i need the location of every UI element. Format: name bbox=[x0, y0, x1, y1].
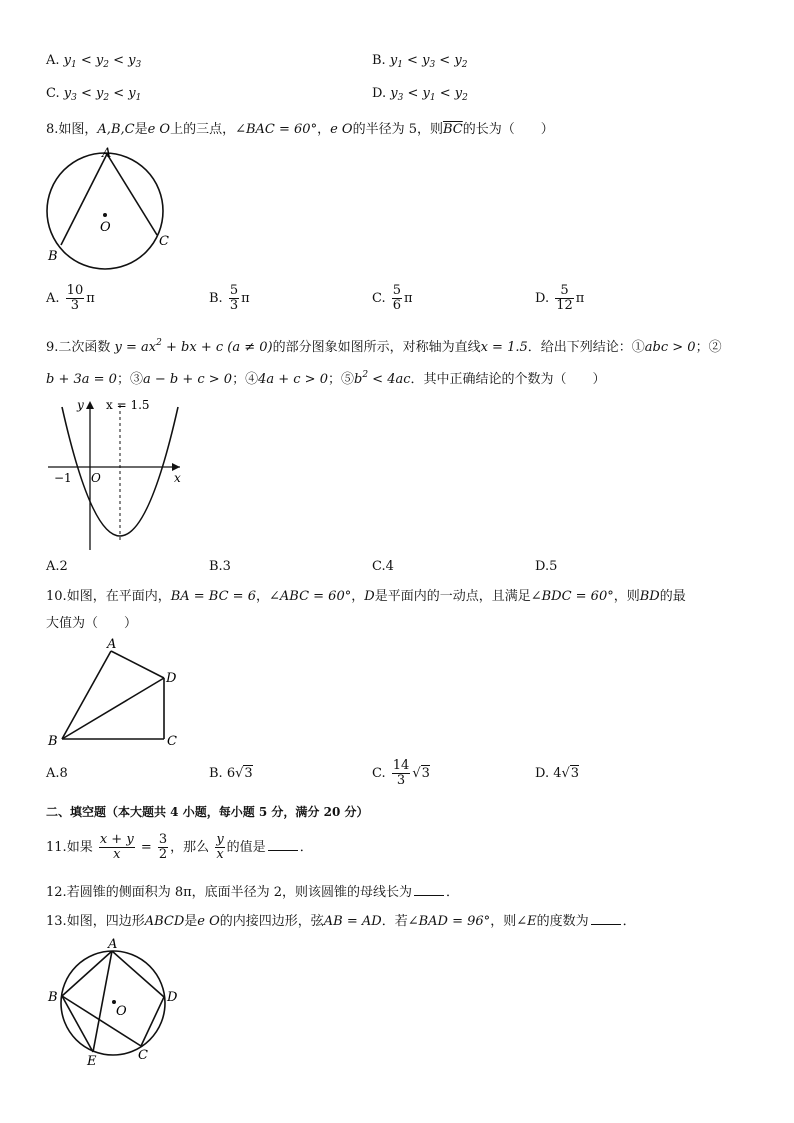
q9-stem-line1: 9.二次函数 $y = ax^2$ + bx + c (a ≠ 0)的部分图象如图所示，对称轴为直线x = 1.5．给出下列结论：①abc > 0；② bbox=[46, 338, 722, 355]
svg-text:O: O bbox=[91, 471, 101, 485]
q9-stem-line2: b + 3a = 0；③a − b + c > 0；④4a + c > 0；$⑤b^2 < 4ac$．其中正确结论的个数为（ ） bbox=[46, 370, 606, 387]
q8-option-c: C. $\frac{5}{6}$ π bbox=[372, 283, 413, 313]
q12-stem: 12.若圆锥的侧面积为 8π，底面半径为 2，则该圆锥的母线长为 ． bbox=[46, 885, 460, 900]
svg-text:y: y bbox=[77, 398, 84, 412]
svg-text:x = 1.5: x = 1.5 bbox=[106, 398, 150, 412]
q8-option-d: D. $\frac{5}{12}$ π bbox=[535, 283, 585, 313]
q10-triangle-figure bbox=[40, 635, 200, 750]
q8-option-a: A. $\frac{10}{3}$ π bbox=[46, 283, 95, 313]
q11-stem: 11.如果 $\frac{x + y}{x}$ = $\frac{3}{2}$ ，那么 $\frac{y}{x}$ 的值是 ． bbox=[46, 832, 313, 862]
q11-answer-blank[interactable] bbox=[268, 840, 298, 851]
svg-text:C: C bbox=[159, 234, 169, 249]
q10-option-c: C. $\frac{14}{3}$ √3 bbox=[372, 758, 430, 788]
svg-text:A: A bbox=[102, 146, 112, 161]
q7-option-b: B. $y_1 < y_3 < y_2$ bbox=[372, 53, 468, 70]
q8-circle-figure bbox=[40, 145, 190, 275]
svg-text:C: C bbox=[167, 734, 177, 749]
svg-text:E: E bbox=[87, 1054, 97, 1069]
q12-answer-blank[interactable] bbox=[414, 885, 444, 896]
q10-option-b: B. 6√3 bbox=[209, 766, 253, 781]
q13-circle-figure bbox=[40, 935, 190, 1070]
q7-option-d: D. $y_3 < y_1 < y_2$ bbox=[372, 86, 468, 103]
svg-text:B: B bbox=[48, 249, 58, 264]
q13-answer-blank[interactable] bbox=[591, 914, 621, 925]
q9-option-d: D.5 bbox=[535, 559, 558, 574]
svg-text:A: A bbox=[107, 637, 117, 652]
section-heading: 二、填空题（本大题共 4 小题，每小题 5 分，满分 20 分） bbox=[46, 805, 369, 819]
q8-option-b: B. $\frac{5}{3}$ π bbox=[209, 283, 250, 313]
q10-stem-line2: 大值为（ ） bbox=[46, 616, 138, 631]
svg-text:x: x bbox=[174, 471, 181, 485]
q13-stem: 13.如图，四边形ABCD是e O的内接四边形，弦AB = AD．若∠BAD = 96°，则∠E的度数为 ． bbox=[46, 914, 636, 929]
q9-parabola-figure bbox=[40, 395, 200, 555]
q9-option-c: C.4 bbox=[372, 559, 394, 574]
q9-option-b: B.3 bbox=[209, 559, 231, 574]
svg-text:D: D bbox=[166, 671, 177, 686]
svg-text:B: B bbox=[48, 990, 58, 1005]
q10-option-a: A.8 bbox=[46, 766, 68, 781]
svg-text:−1: −1 bbox=[54, 471, 72, 485]
svg-text:D: D bbox=[167, 990, 178, 1005]
svg-text:A: A bbox=[108, 937, 118, 952]
q7-option-a: A. $y_1 < y_2 < y_3$ bbox=[46, 53, 142, 70]
svg-text:B: B bbox=[48, 734, 58, 749]
q7-option-c: C. $y_3 < y_2 < y_1$ bbox=[46, 86, 142, 103]
q10-option-d: D. 4√3 bbox=[535, 766, 580, 781]
q8-stem: 8.如图，A,B,C是e O上的三点，∠BAC = 60°，e O的半径为 5，则$\overline{BC}$的长为（ ） bbox=[46, 122, 554, 137]
q9-option-a: A.2 bbox=[46, 559, 68, 574]
svg-text:C: C bbox=[138, 1048, 148, 1063]
svg-text:O: O bbox=[100, 220, 111, 235]
q10-stem-line1: 10.如图，在平面内，BA = BC = 6，∠ABC = 60°，D是平面内的一动点，且满足∠BDC = 60°，则BD的最 bbox=[46, 589, 686, 604]
svg-text:O: O bbox=[116, 1004, 127, 1019]
